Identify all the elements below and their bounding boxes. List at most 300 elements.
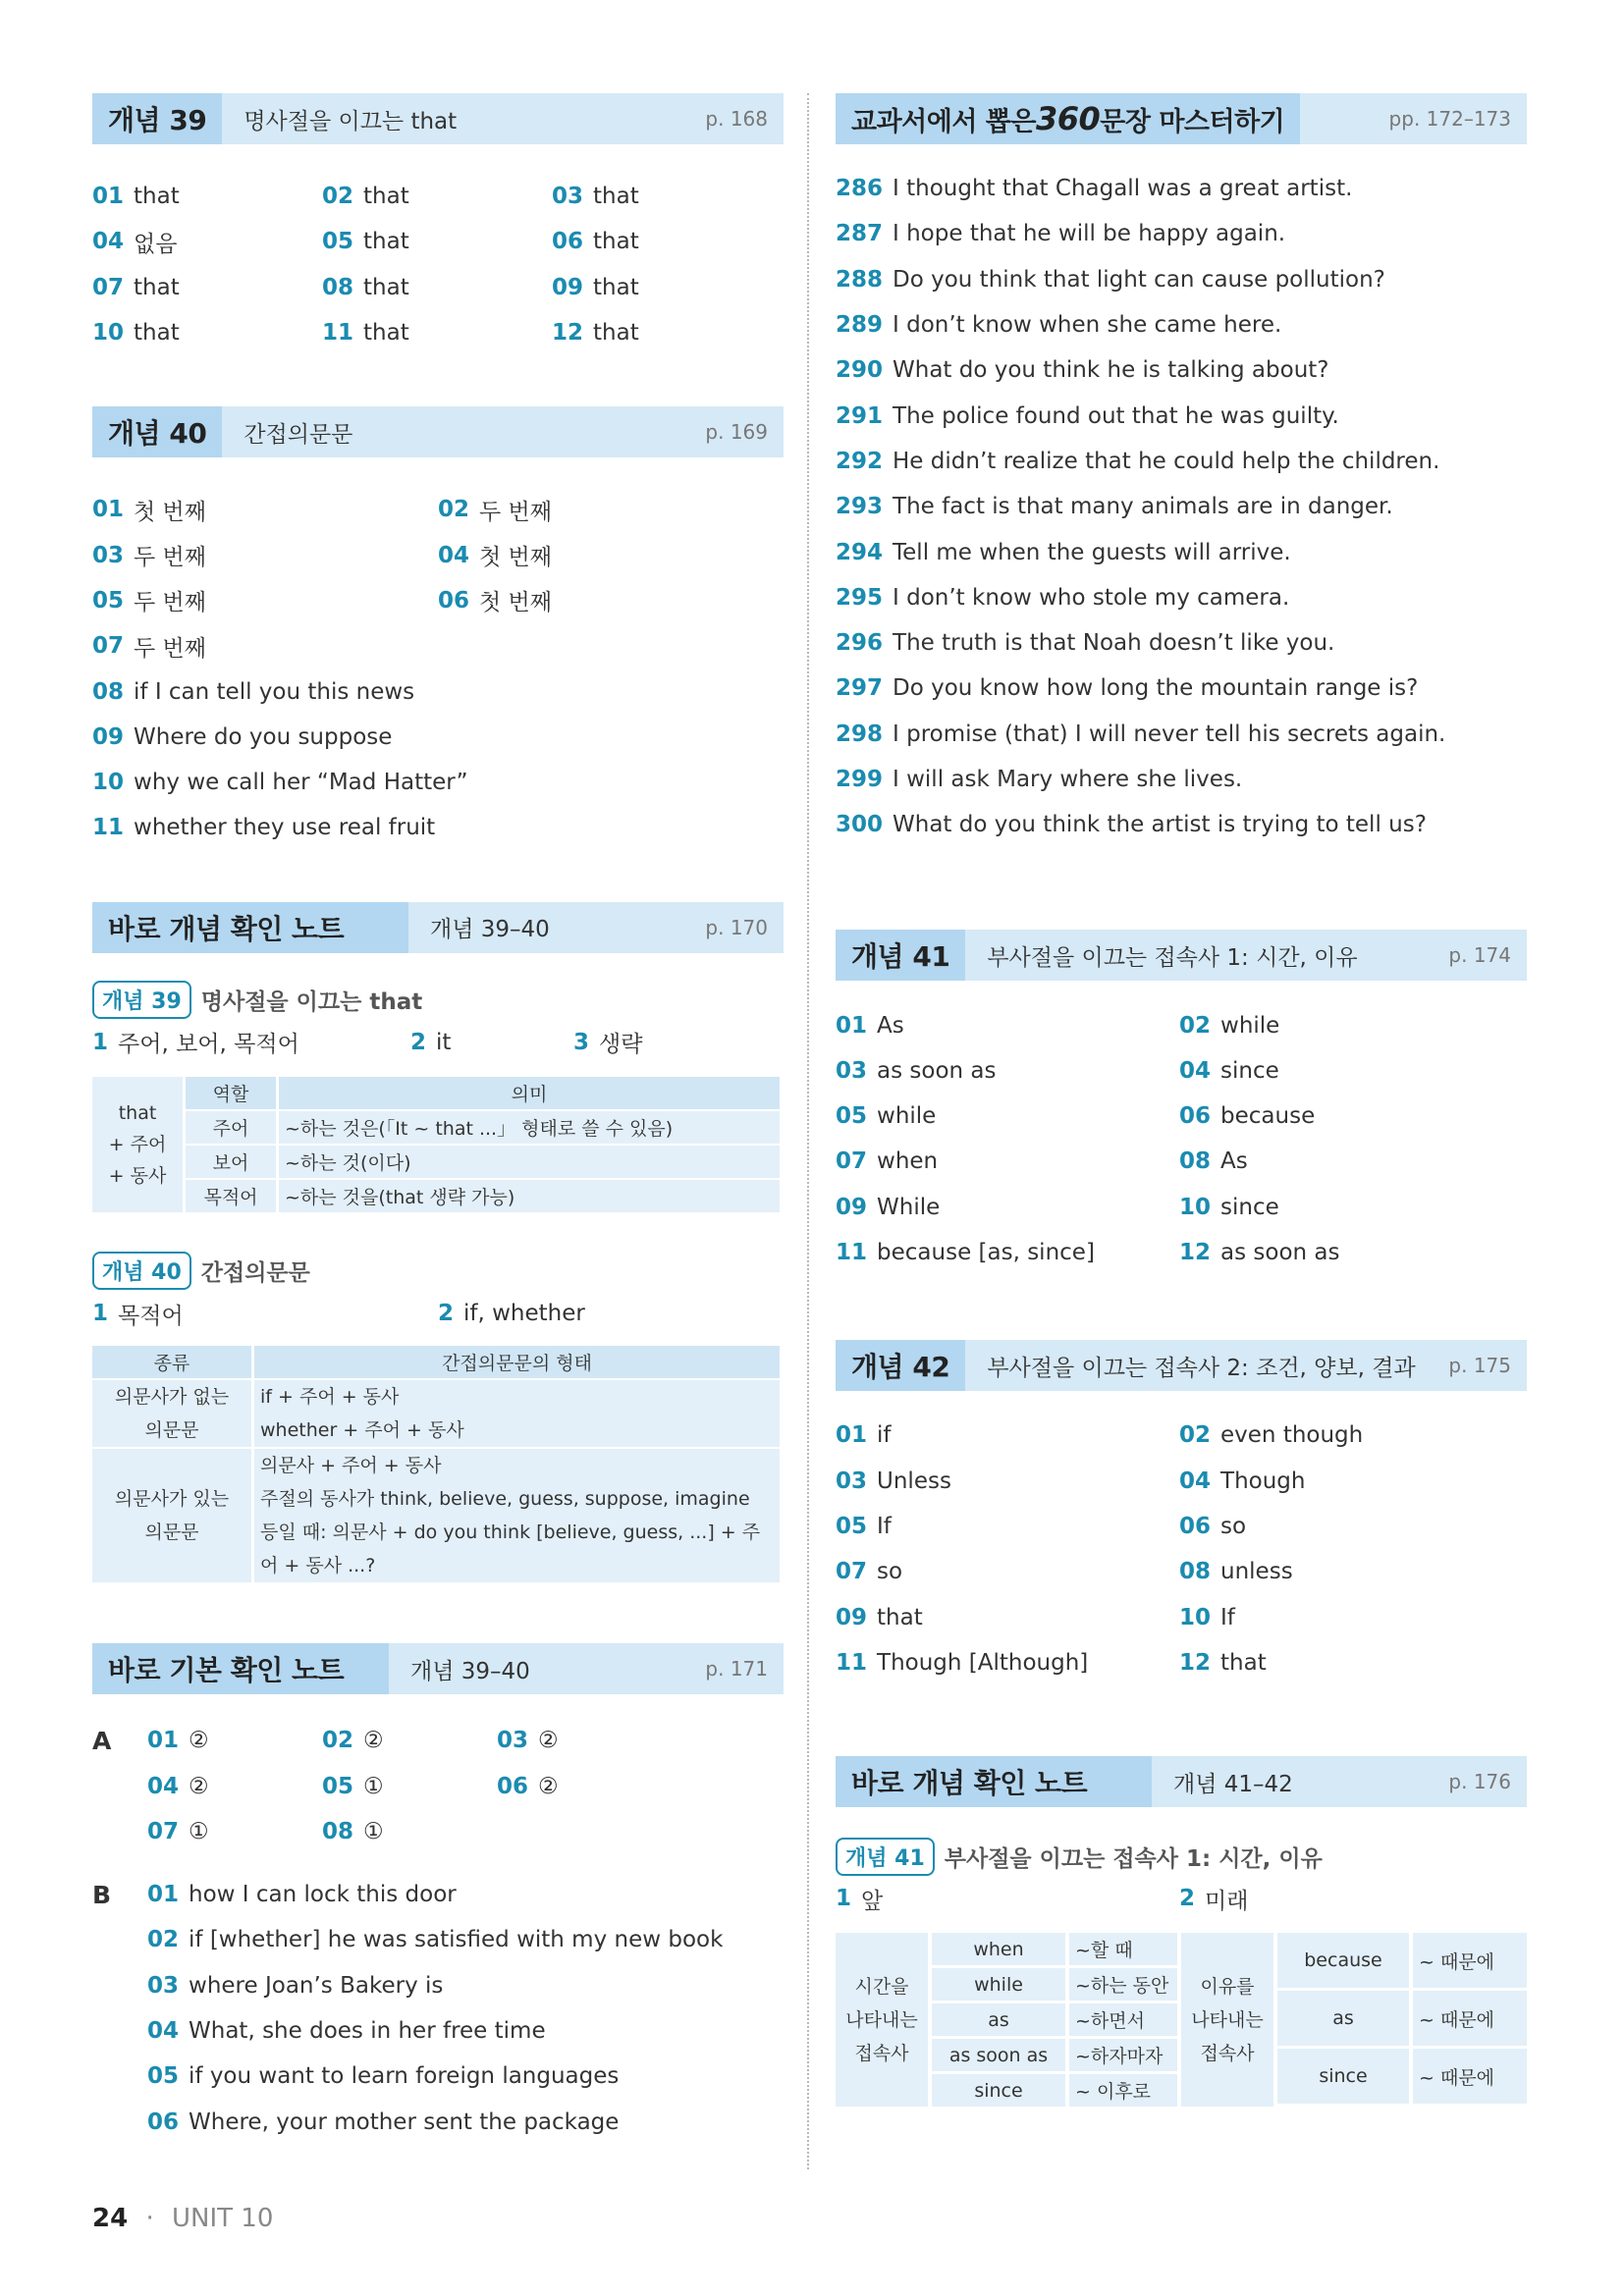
answer-item	[322, 1809, 497, 1854]
answer-item	[438, 532, 784, 577]
note-170-answers-1	[92, 1020, 784, 1065]
answer-item	[836, 1002, 1179, 1047]
item-number: 02	[1179, 1012, 1212, 1039]
item-number: 11	[836, 1649, 868, 1676]
concept-title: 간접의문문	[244, 421, 353, 448]
item-number: 07	[836, 1559, 868, 1585]
item-value: since	[1220, 1057, 1279, 1084]
item-number: 300	[836, 812, 884, 838]
conjunction-meaning: ~하자마자	[1069, 2039, 1177, 2071]
note-sub: 개념 39–40	[410, 1658, 530, 1684]
item-value: if I can tell you this news	[134, 678, 415, 705]
answer-item	[836, 302, 1527, 347]
item-number: 2	[438, 1301, 455, 1326]
page-ref: p. 174	[1448, 943, 1511, 968]
item-value: If	[877, 1513, 892, 1539]
answer-item	[1179, 1594, 1523, 1639]
answer-item	[1179, 1094, 1523, 1139]
conjunction-word: when	[932, 1933, 1065, 1965]
answer-item	[1179, 1230, 1523, 1275]
answer-item	[836, 1139, 1179, 1184]
item-value: even though	[1220, 1422, 1364, 1449]
item-number: 292	[836, 448, 884, 474]
conjunction-row	[932, 1968, 1177, 2001]
item-value: Where, your mother sent the package	[189, 2109, 620, 2135]
item-number: 02	[147, 1927, 180, 1953]
answer-item	[836, 1413, 1179, 1458]
role-cell: 보어	[186, 1146, 276, 1180]
concept-42-header	[836, 1340, 1527, 1391]
concept-41-subtitle	[836, 1837, 1527, 1876]
item-value: unless	[1220, 1559, 1293, 1585]
item-value: that	[593, 274, 639, 300]
answer-item	[836, 393, 1527, 438]
answer-item	[322, 310, 552, 355]
type-cell: 의문사가 없는 의문문	[92, 1380, 251, 1449]
answer-item	[836, 529, 1527, 574]
answer-item	[836, 666, 1527, 711]
item-value: The fact is that many animals are in danger.	[893, 494, 1393, 520]
item-value: how I can lock this door	[189, 1882, 457, 1908]
page-ref: p. 168	[705, 107, 768, 131]
conjunction-row	[932, 1933, 1177, 1965]
meaning-header: 의미	[279, 1077, 780, 1111]
note-sub: 개념 39–40	[430, 917, 550, 943]
item-number: 01	[147, 1882, 180, 1908]
answer-item	[1179, 1002, 1523, 1047]
item-number: 2	[1179, 1886, 1196, 1912]
item-value: Unless	[877, 1468, 951, 1494]
section-b	[92, 1872, 784, 2145]
answer-item	[836, 1230, 1179, 1275]
item-value: that	[134, 184, 180, 210]
item-number: 05	[322, 1773, 354, 1799]
page-ref: p. 171	[705, 1657, 768, 1682]
answer-item	[92, 668, 784, 714]
answer-item	[92, 532, 438, 577]
item-number: 06	[1179, 1513, 1212, 1539]
item-number: 297	[836, 675, 884, 702]
item-value: as soon as	[877, 1057, 997, 1084]
item-value: I promise (that) I will never tell his secrets again.	[893, 721, 1446, 747]
concept-39-subtitle	[92, 981, 784, 1020]
item-value: If	[1220, 1604, 1235, 1630]
item-number: 05	[147, 2063, 180, 2090]
item-number: 294	[836, 539, 884, 565]
concept-40-subtitle	[92, 1252, 784, 1291]
conjunction-word: while	[932, 1968, 1065, 2001]
answer-item	[92, 760, 784, 805]
answer-item	[147, 1963, 723, 2008]
answer-item	[836, 1549, 1179, 1594]
answer-item	[92, 1291, 438, 1336]
concept-title: 명사절을 이끄는 that	[244, 108, 458, 134]
concept-tag: 개념 39	[92, 93, 222, 144]
item-number: 07	[92, 633, 125, 660]
item-number: 288	[836, 266, 884, 293]
item-value: where Joan’s Bakery is	[189, 1972, 444, 1999]
answer-item	[1179, 1185, 1523, 1230]
conjunction-meaning: ~하는 동안	[1069, 1968, 1177, 2001]
answer-item	[836, 575, 1527, 620]
item-value: I hope that he will be happy again.	[893, 221, 1286, 247]
item-number: 08	[1179, 1559, 1212, 1585]
item-number: 1	[92, 1301, 109, 1326]
answer-item	[410, 1020, 573, 1065]
answer-item	[1179, 1549, 1523, 1594]
answer-item	[322, 265, 552, 310]
item-number: 03	[552, 184, 584, 210]
concept-box-title: 부사절을 이끄는 접속사 1: 시간, 이유	[944, 1845, 1323, 1872]
item-value: because	[1220, 1103, 1316, 1130]
conjunction-word: since	[1277, 2049, 1409, 2104]
page-ref: p. 175	[1448, 1354, 1511, 1378]
answer-item	[92, 715, 784, 760]
item-value: so	[877, 1559, 903, 1585]
conjunction-tables	[836, 1933, 1527, 2109]
answer-item	[1179, 1139, 1523, 1184]
concept-box-title: 명사절을 이끄는 that	[200, 989, 423, 1016]
reason-conjunctions	[1277, 1933, 1527, 2109]
item-value: ②	[538, 1773, 559, 1799]
answer-item	[552, 265, 782, 310]
item-number: 04	[1179, 1468, 1212, 1494]
conjunction-row	[932, 2039, 1177, 2071]
item-value: as soon as	[1220, 1240, 1340, 1266]
sentence-list	[836, 166, 1527, 847]
column-divider	[807, 93, 809, 2169]
note-170-header	[92, 902, 784, 953]
answer-item	[92, 310, 322, 355]
item-number: 295	[836, 584, 884, 611]
answer-item	[497, 1763, 672, 1808]
item-number: 12	[552, 320, 584, 347]
item-number: 09	[552, 274, 584, 300]
indirect-question-table	[89, 1346, 783, 1584]
item-value: 두 번째	[134, 545, 206, 571]
type-cell: 의문사가 있는 의문문	[92, 1449, 251, 1584]
answer-item	[322, 174, 552, 219]
item-value: As	[877, 1012, 904, 1039]
concept-tag: 개념 42	[836, 1340, 965, 1391]
section-a-answers	[147, 1718, 672, 1854]
item-number: 03	[836, 1057, 868, 1084]
item-value: Though [Although]	[877, 1649, 1089, 1676]
section-letter: B	[92, 1880, 112, 1909]
item-value: because [as, since]	[877, 1240, 1095, 1266]
item-number: 05	[836, 1513, 868, 1539]
item-value: I don’t know who stole my camera.	[893, 584, 1290, 611]
item-number: 02	[1179, 1422, 1212, 1449]
item-value: while	[1220, 1012, 1280, 1039]
item-value: that	[1220, 1649, 1267, 1676]
conjunction-word: as	[1277, 1991, 1409, 2046]
time-label: 시간을 나타내는 접속사	[836, 1933, 928, 2107]
concept-box: 개념 41	[836, 1838, 935, 1876]
item-value: it	[436, 1029, 452, 1055]
conjunction-row	[1277, 1991, 1527, 2046]
page-ref: pp. 172–173	[1388, 107, 1511, 131]
concept-40-lines	[92, 623, 784, 850]
answer-item	[836, 1876, 1179, 1921]
conjunction-meaning: ~ 때문에	[1413, 1933, 1527, 1988]
footer-separator: ·	[145, 2204, 154, 2233]
item-value: 첫 번째	[134, 499, 206, 525]
conjunction-row	[932, 2003, 1177, 2036]
concept-box: 개념 40	[92, 1252, 191, 1290]
item-value: while	[877, 1103, 937, 1130]
concept-box: 개념 39	[92, 981, 191, 1019]
time-conjunctions	[932, 1933, 1177, 2109]
form-cell: if + 주어 + 동사 whether + 주어 + 동사	[254, 1380, 780, 1449]
item-number: 09	[836, 1604, 868, 1630]
item-number: 2	[410, 1029, 427, 1055]
page-footer	[92, 2204, 273, 2233]
answer-item	[1179, 1459, 1523, 1504]
item-number: 03	[92, 542, 125, 568]
item-value: ①	[363, 1773, 384, 1799]
answer-item	[836, 1504, 1179, 1549]
item-number: 04	[1179, 1057, 1212, 1084]
item-number: 11	[322, 320, 354, 347]
answer-item	[836, 712, 1527, 757]
answer-item	[92, 265, 322, 310]
answer-item	[836, 211, 1527, 256]
right-column	[836, 93, 1527, 2109]
answer-item	[836, 802, 1527, 847]
conjunction-row	[1277, 2049, 1527, 2104]
item-value: What do you think the artist is trying to tell us?	[893, 812, 1427, 838]
item-number: 01	[147, 1728, 180, 1754]
item-number: 10	[1179, 1604, 1212, 1630]
answer-item	[836, 166, 1527, 211]
note-176-header	[836, 1756, 1527, 1807]
answer-item	[147, 1917, 723, 1962]
item-value: ②	[538, 1728, 559, 1754]
item-number: 1	[836, 1886, 852, 1912]
item-value: As	[1220, 1148, 1248, 1175]
item-value: that	[363, 274, 409, 300]
answer-item	[438, 578, 784, 623]
item-number: 03	[147, 1972, 180, 1999]
item-number: 11	[92, 815, 125, 841]
answer-item	[438, 487, 784, 532]
item-number: 07	[836, 1148, 868, 1175]
answer-item	[92, 1020, 410, 1065]
note-tag: 바로 개념 확인 노트	[92, 902, 408, 953]
item-number: 01	[92, 497, 125, 523]
that-label: that + 주어 + 동사	[92, 1077, 183, 1214]
item-value: ②	[363, 1728, 384, 1754]
conjunction-meaning: ~ 이후로	[1069, 2074, 1177, 2107]
conjunction-row	[932, 2074, 1177, 2107]
item-number: 293	[836, 494, 884, 520]
answer-item	[438, 1291, 784, 1336]
conjunction-word: as	[932, 2003, 1065, 2036]
answer-item	[1179, 1504, 1523, 1549]
page-number: 24	[92, 2204, 129, 2233]
item-value: 두 번째	[134, 590, 206, 616]
answer-item	[147, 1763, 322, 1808]
role-cell: 주어	[186, 1111, 276, 1146]
item-value: 두 번째	[134, 635, 206, 662]
conjunction-word: since	[932, 2074, 1065, 2107]
item-value: 첫 번째	[479, 545, 552, 571]
role-header: 역할	[186, 1077, 276, 1111]
type-header: 종류	[92, 1346, 251, 1380]
note-176-answers	[836, 1876, 1527, 1921]
concept-40-header	[92, 406, 784, 457]
note-tag: 바로 개념 확인 노트	[836, 1756, 1152, 1807]
item-value: ②	[189, 1773, 209, 1799]
item-number: 12	[1179, 1240, 1212, 1266]
item-value: While	[877, 1194, 941, 1220]
item-number: 06	[147, 2109, 180, 2135]
conjunction-word: as soon as	[932, 2039, 1065, 2071]
item-number: 04	[92, 229, 125, 255]
item-value: Do you know how long the mountain range is?	[893, 675, 1419, 702]
section-b-answers	[147, 1872, 723, 2145]
item-value: Do you think that light can cause pollution?	[893, 266, 1385, 293]
item-number: 08	[322, 274, 354, 300]
item-number: 09	[92, 723, 125, 750]
conjunction-meaning: ~하면서	[1069, 2003, 1177, 2036]
conjunction-meaning: ~할 때	[1069, 1933, 1177, 1965]
item-number: 04	[147, 1773, 180, 1799]
item-number: 02	[322, 1728, 354, 1754]
item-number: 3	[573, 1029, 590, 1055]
answer-item	[552, 174, 782, 219]
answer-item	[497, 1718, 672, 1763]
item-value: that	[134, 274, 180, 300]
item-value: that	[363, 320, 409, 347]
section-a	[92, 1718, 784, 1854]
item-number: 09	[836, 1194, 868, 1220]
item-number: 11	[836, 1240, 868, 1266]
item-number: 10	[92, 770, 125, 796]
meaning-cell: ~하는 것은(「It ~ that ...」 형태로 쓸 수 있음)	[279, 1111, 780, 1146]
answer-item	[836, 1048, 1179, 1094]
item-value: I thought that Chagall was a great artist.	[893, 176, 1353, 202]
answer-item	[147, 2100, 723, 2145]
item-number: 286	[836, 176, 884, 202]
item-value: if you want to learn foreign languages	[189, 2063, 620, 2090]
item-value: 생략	[599, 1032, 643, 1058]
item-number: 04	[147, 2018, 180, 2045]
role-cell: 목적어	[186, 1180, 276, 1214]
item-value: if, whether	[463, 1301, 585, 1326]
concept-box-title: 간접의문문	[200, 1260, 310, 1287]
item-value: that	[593, 229, 639, 255]
item-value: The police found out that he was guilty.	[893, 402, 1339, 429]
item-number: 03	[836, 1468, 868, 1494]
answer-item	[92, 805, 784, 850]
answer-item	[836, 1094, 1179, 1139]
answer-item	[147, 1718, 322, 1763]
answer-item	[92, 487, 438, 532]
item-number: 06	[438, 587, 470, 614]
item-value: that	[134, 320, 180, 347]
item-value: 주어, 보어, 목적어	[118, 1032, 299, 1058]
item-value: What do you think he is talking about?	[893, 357, 1329, 384]
item-number: 06	[497, 1773, 529, 1799]
item-number: 02	[322, 184, 354, 210]
answer-item	[92, 578, 438, 623]
note-sub: 개념 41–42	[1173, 1771, 1293, 1797]
item-value: that	[363, 229, 409, 255]
item-value: that	[593, 184, 639, 210]
concept-tag: 개념 40	[92, 406, 222, 457]
conjunction-row	[1277, 1933, 1527, 1988]
item-number: 08	[1179, 1148, 1212, 1175]
item-value: that	[363, 184, 409, 210]
answer-item	[552, 310, 782, 355]
form-header: 간접의문문의 형태	[254, 1346, 780, 1380]
item-number: 299	[836, 767, 884, 792]
left-column	[92, 93, 784, 2145]
answer-item	[322, 219, 552, 264]
answer-item	[147, 2054, 723, 2099]
page-ref: p. 170	[705, 915, 768, 939]
answer-item	[1179, 1640, 1523, 1685]
concept-39-header	[92, 93, 784, 144]
sentence-master-header	[836, 93, 1527, 144]
item-number: 291	[836, 402, 884, 429]
item-value: What, she does in her free time	[189, 2018, 546, 2045]
item-number: 298	[836, 721, 884, 747]
answer-item	[147, 1872, 723, 1917]
that-role-table	[89, 1077, 783, 1214]
answer-item	[1179, 1876, 1523, 1921]
item-number: 05	[836, 1103, 868, 1130]
note-tag: 바로 기본 확인 노트	[92, 1643, 389, 1694]
answer-item	[322, 1718, 497, 1763]
note-170-answers-2	[92, 1291, 784, 1336]
item-value: if [whether] he was satisfied with my new book	[189, 1927, 724, 1953]
answer-item	[573, 1020, 784, 1065]
answer-item	[836, 1185, 1179, 1230]
answer-item	[322, 1763, 497, 1808]
item-value: I will ask Mary where she lives.	[893, 767, 1243, 792]
item-number: 10	[92, 320, 125, 347]
concept-39-answers	[92, 174, 784, 355]
item-number: 289	[836, 312, 884, 339]
section-letter: A	[92, 1726, 112, 1755]
item-value: why we call her “Mad Hatter”	[134, 770, 468, 796]
item-number: 05	[92, 587, 125, 614]
form-cell: 의문사 + 주어 + 동사 주절의 동사가 think, believe, guess, suppose, imagine 등일 때: 의문사 + do you think [believe, guess, ...] + 주 어 + 동사 ...?	[254, 1449, 780, 1584]
item-value: The truth is that Noah doesn’t like you.	[893, 630, 1335, 657]
item-number: 03	[497, 1728, 529, 1754]
answer-item	[836, 1640, 1179, 1685]
item-number: 287	[836, 221, 884, 247]
item-number: 01	[836, 1422, 868, 1449]
item-value: Tell me when the guests will arrive.	[893, 539, 1291, 565]
item-number: 06	[552, 229, 584, 255]
item-value: since	[1220, 1194, 1279, 1220]
item-value: Though	[1220, 1468, 1306, 1494]
concept-title: 부사절을 이끄는 접속사 1: 시간, 이유	[987, 944, 1358, 971]
reason-label: 이유를 나타내는 접속사	[1181, 1933, 1273, 2107]
item-value: so	[1220, 1513, 1247, 1539]
item-value: 미래	[1205, 1888, 1249, 1914]
item-number: 08	[92, 678, 125, 705]
item-value: He didn’t realize that he could help the children.	[893, 448, 1440, 474]
answer-item	[147, 1809, 322, 1854]
item-number: 01	[836, 1012, 868, 1039]
concept-title: 부사절을 이끄는 접속사 2: 조건, 양보, 결과	[987, 1355, 1416, 1381]
answer-item	[836, 1459, 1179, 1504]
